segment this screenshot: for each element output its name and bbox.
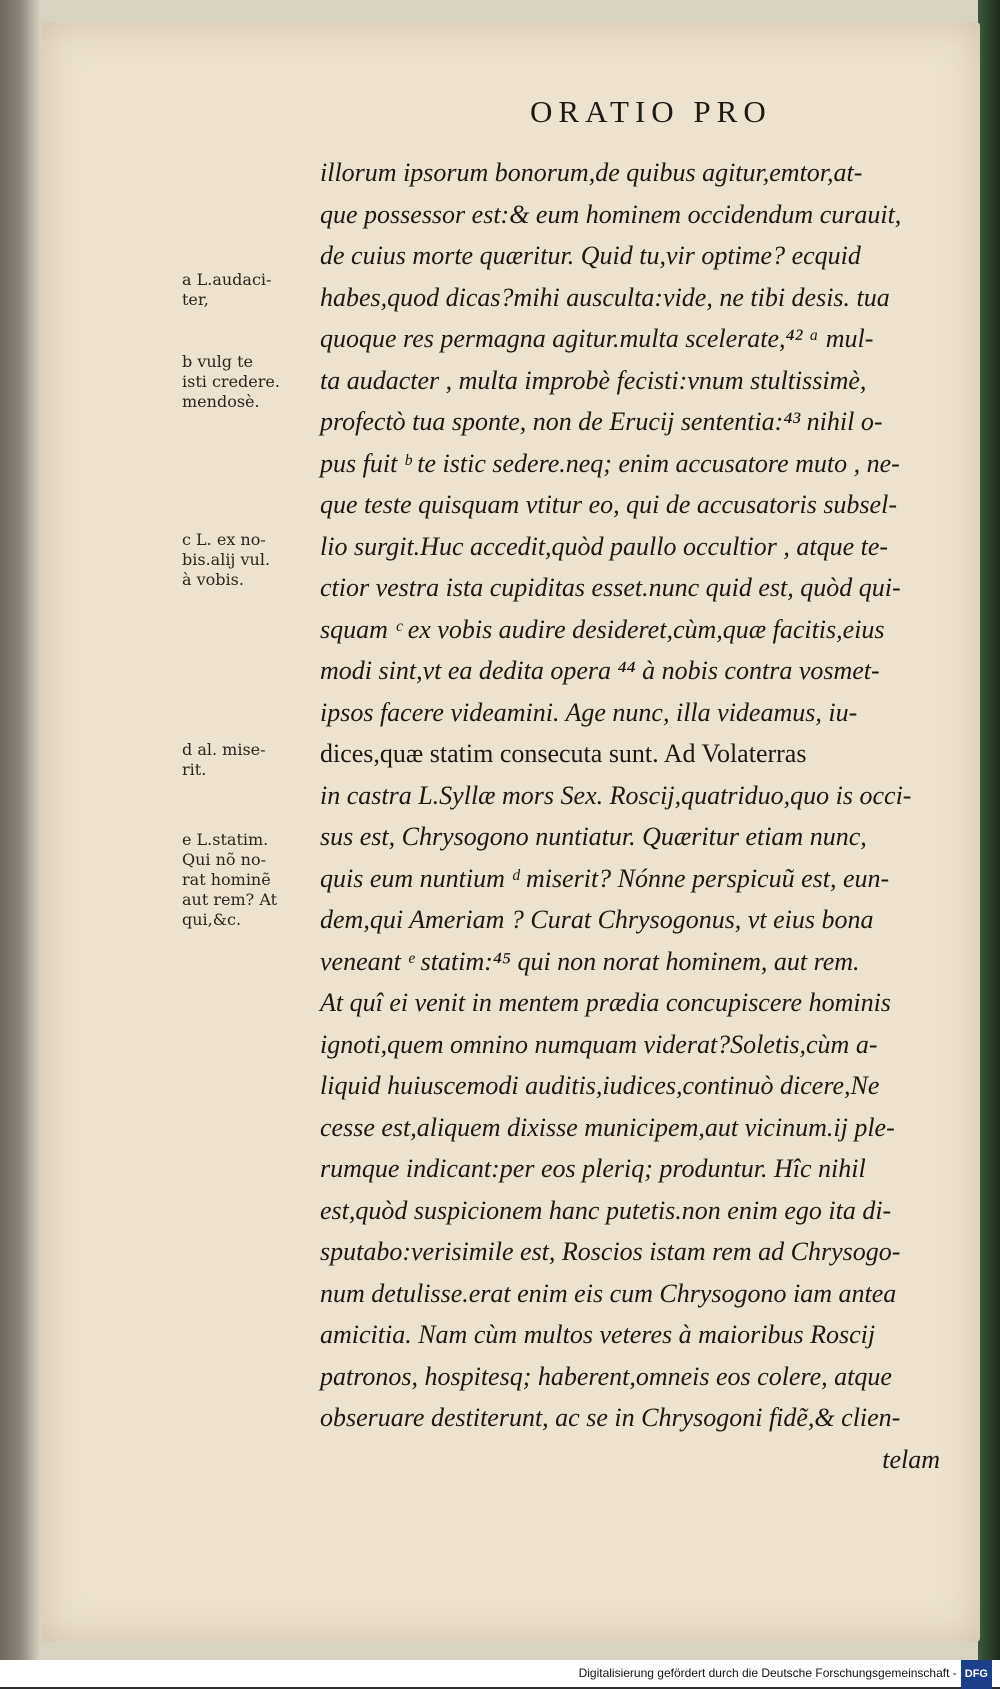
text-line: profectò tua sponte, non de Erucij sententia:⁴³ nihil o- (320, 407, 883, 436)
text-line: est,quòd suspicionem hanc putetis.non enim ego ita di- (320, 1195, 892, 1225)
text-line: in castra L.Syllæ mors Sex. Roscij,quatriduo,quo is occi- (320, 780, 912, 810)
text-line: squam ᶜ ex vobis audire desideret,cùm,quæ facitis,eius (320, 614, 885, 644)
text-line: sus est, Chrysogono nuntiatur. Quæritur etiam nunc, (320, 822, 867, 851)
text-line: num detulisse.erat enim eis cum Chrysogono iam antea (320, 1278, 897, 1308)
text-line: dices,quæ statim consecuta sunt. Ad Volaterras (320, 739, 807, 768)
text-line: habes,quod dicas?mihi ausculta:vide, ne tibi desis. tua (320, 282, 890, 312)
running-head: ORATIO PRO (530, 94, 772, 129)
text-line: dem,qui Ameriam ? Curat Chrysogonus, vt eius bona (320, 905, 874, 934)
text-line: patronos, hospitesq; haberent,omneis eos colere, atque (320, 1361, 892, 1391)
text-line: amicitia. Nam cùm multos veteres à maioribus Roscij (320, 1320, 876, 1349)
text-line: liquid huiuscemodi auditis,iudices,continuò dicere,Ne (320, 1071, 880, 1100)
text-line: rumque indicant:per eos pleriq; produntur. Hîc nihil (320, 1154, 866, 1183)
footer-text: Digitalisierung gefördert durch die Deutsche Forschungsgemeinschaft - (578, 1666, 957, 1680)
marginal-note-e: e L.statim. Qui nõ no- rat hominẽ aut rem? At qui,&c. (182, 830, 278, 929)
text-line: ta audacter , multa improbè fecisti:vnum stultissimè, (320, 365, 867, 395)
text-line: obseruare destiterunt, ac se in Chrysogoni fidẽ,& clien- (320, 1403, 901, 1432)
text-line: ctior vestra ista cupiditas esset.nunc quid est, quòd qui- (320, 573, 901, 602)
marginal-note-c: c L. ex no- bis.alij vul. à vobis. (182, 530, 271, 589)
text-line: modi sint,vt ea dedita opera ⁴⁴ à nobis contra vosmet- (320, 656, 880, 685)
text-line: sputabo:verisimile est, Roscios istam rem ad Chrysogo- (320, 1237, 901, 1266)
text-line: que possessor est:& eum hominem occidendum curauit, (320, 199, 902, 229)
text-line: lio surgit.Huc accedit,quòd paullo occultior , atque te- (320, 531, 889, 561)
text-line: de cuius morte quæritur. Quid tu,vir optime? ecquid (320, 241, 861, 270)
body-text (320, 152, 980, 1480)
text-line: cesse est,aliquem dixisse municipem,aut vicinum.ij ple- (320, 1112, 895, 1142)
marginal-note-a: a L.audaci- ter, (182, 270, 272, 309)
text-line: pus fuit ᵇ te istic sedere.neq; enim accusatore muto , ne- (320, 448, 900, 478)
text-line: quis eum nuntium ᵈ miserit? Nónne perspicuũ est, eun- (320, 863, 890, 893)
text-line: veneant ᵉ statim:⁴⁵ qui non norat hominem, aut rem. (320, 946, 860, 976)
marginal-note-d: d al. mise- rit. (182, 740, 266, 779)
text-line: ignoti,quem omnino numquam viderat?Soletis,cùm a- (320, 1029, 878, 1059)
text-line: illorum ipsorum bonorum,de quibus agitur,emtor,at- (320, 158, 863, 187)
digitization-footer (0, 1660, 1000, 1687)
marginal-note-b: b vulg te isti credere. mendosè. (182, 352, 280, 411)
text-line: ipsos facere videamini. Age nunc, illa videamus, iu- (320, 697, 858, 727)
text-line: quoque res permagna agitur.multa scelerate,⁴² ᵃ mul- (320, 324, 874, 353)
catchword: telam (882, 1444, 940, 1474)
text-line: que teste quisquam vtitur eo, qui de accusatoris subsel- (320, 490, 897, 519)
book-page (42, 22, 980, 1642)
book-spine-edge (978, 0, 1000, 1660)
dfg-logo-icon: DFG (961, 1660, 992, 1689)
text-line: At quî ei venit in mentem prædia concupiscere hominis (320, 988, 891, 1017)
